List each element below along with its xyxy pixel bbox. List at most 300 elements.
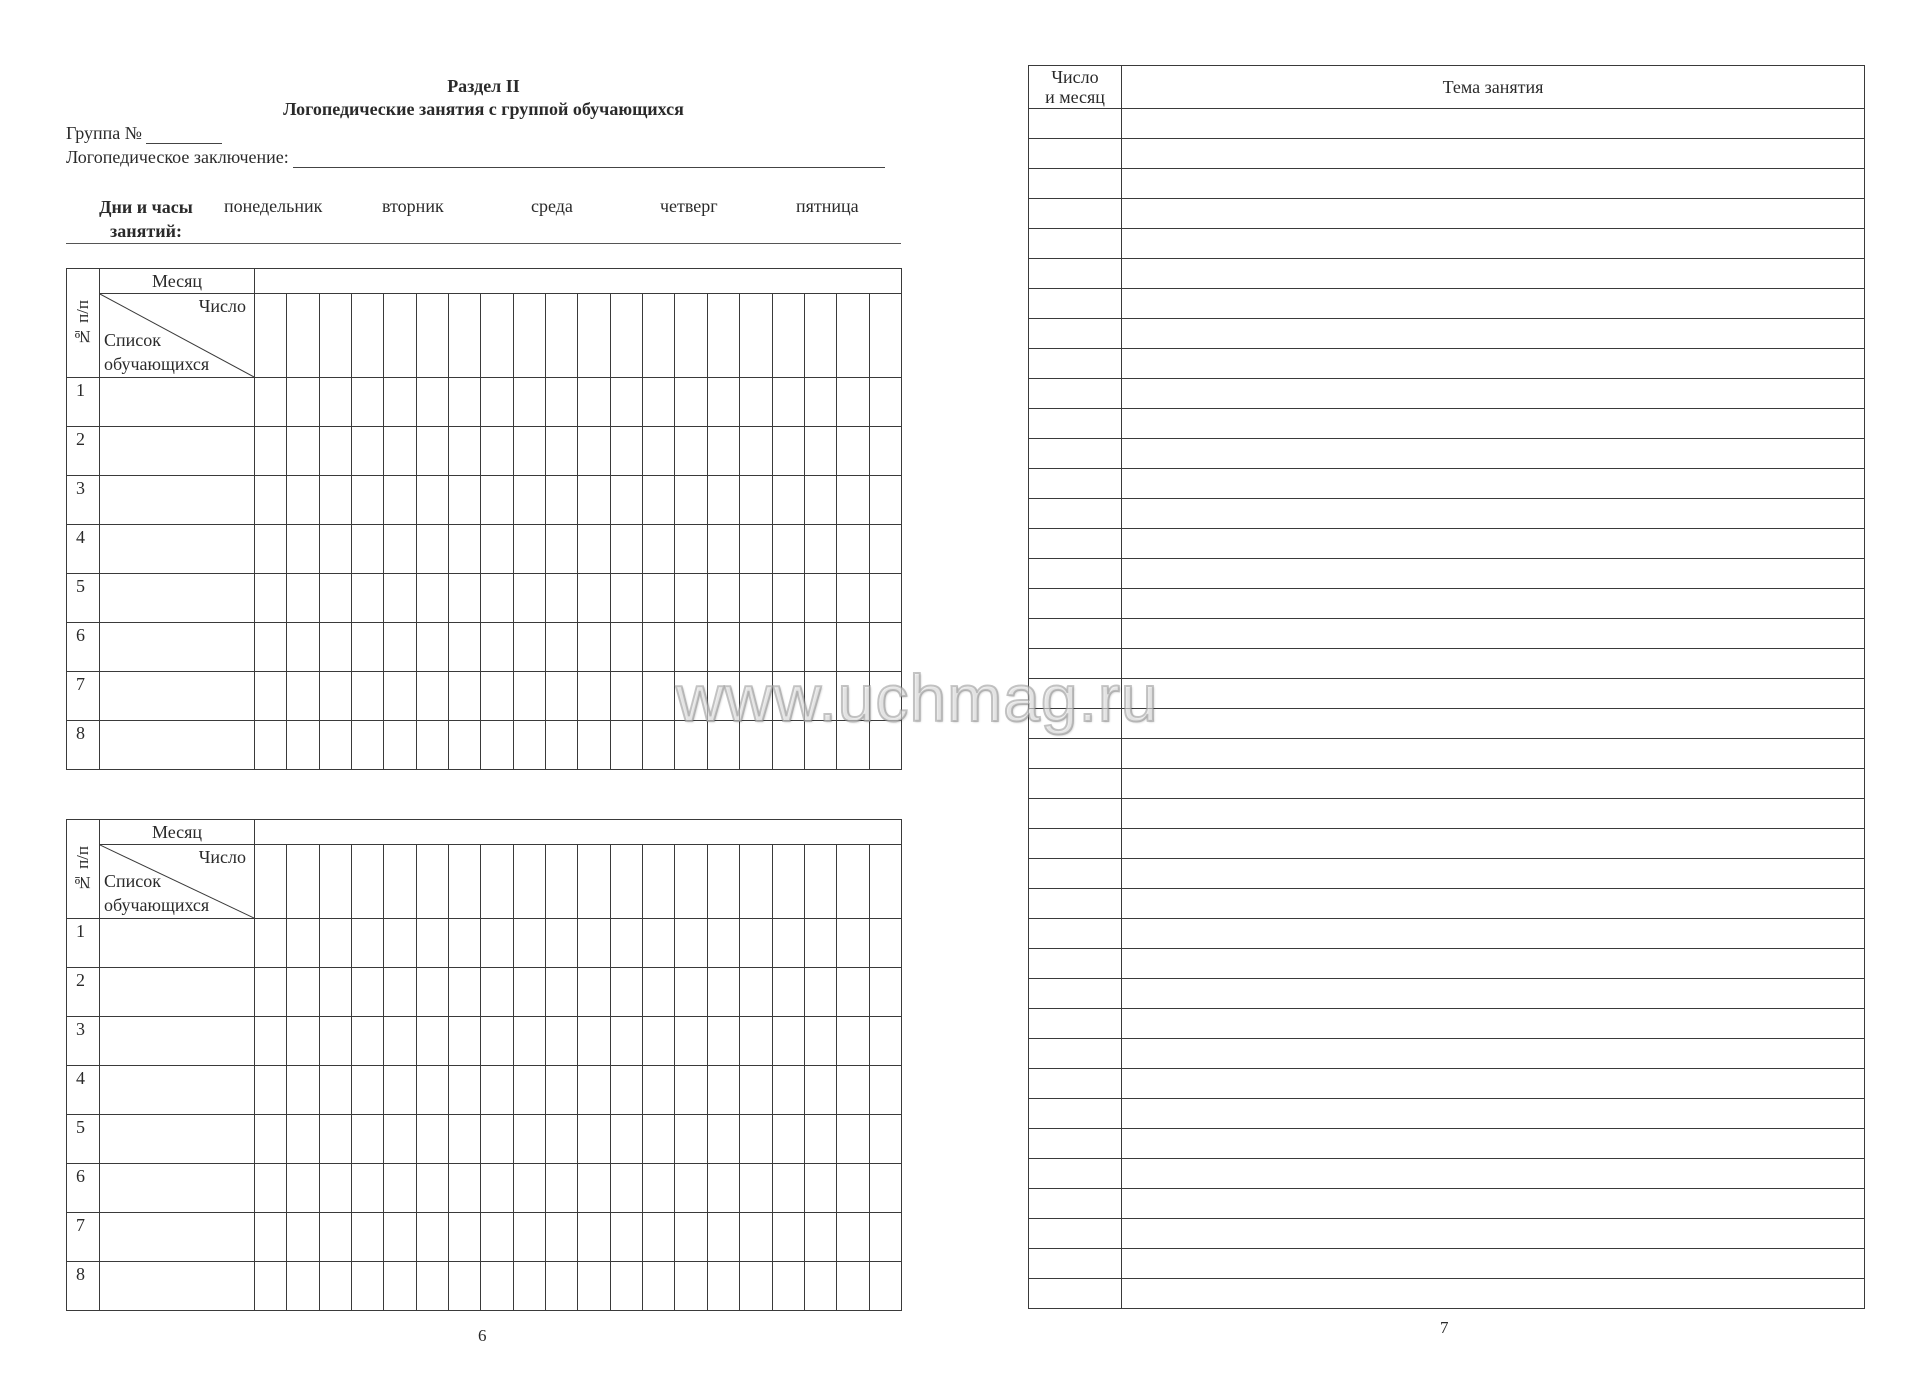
attendance-cell[interactable] <box>449 672 481 721</box>
attendance-cell[interactable] <box>481 1262 513 1311</box>
attendance-cell[interactable] <box>416 721 448 770</box>
conclusion-blank[interactable] <box>293 151 885 168</box>
topic-cell[interactable] <box>1122 709 1865 739</box>
date-cell[interactable] <box>1029 1249 1122 1279</box>
attendance-cell[interactable] <box>287 1164 319 1213</box>
attendance-cell[interactable] <box>578 623 610 672</box>
attendance-cell[interactable] <box>578 1066 610 1115</box>
attendance-cell[interactable] <box>287 378 319 427</box>
attendance-cell[interactable] <box>384 672 416 721</box>
attendance-cell[interactable] <box>481 623 513 672</box>
attendance-cell[interactable] <box>416 1115 448 1164</box>
attendance-cell[interactable] <box>610 1115 642 1164</box>
attendance-cell[interactable] <box>804 1164 836 1213</box>
attendance-cell[interactable] <box>513 378 545 427</box>
date-cell[interactable] <box>1029 379 1122 409</box>
attendance-cell[interactable] <box>287 1066 319 1115</box>
topic-cell[interactable] <box>1122 289 1865 319</box>
attendance-cell[interactable] <box>546 623 578 672</box>
date-cell[interactable] <box>1029 1069 1122 1099</box>
attendance-cell[interactable] <box>352 721 384 770</box>
attendance-cell[interactable] <box>837 968 869 1017</box>
attendance-cell[interactable] <box>546 919 578 968</box>
attendance-cell[interactable] <box>740 919 772 968</box>
day-number-cell[interactable] <box>513 845 545 919</box>
day-number-cell[interactable] <box>481 294 513 378</box>
attendance-cell[interactable] <box>255 1262 287 1311</box>
attendance-cell[interactable] <box>643 476 675 525</box>
attendance-cell[interactable] <box>481 378 513 427</box>
attendance-cell[interactable] <box>869 1164 901 1213</box>
attendance-cell[interactable] <box>707 1115 739 1164</box>
topic-cell[interactable] <box>1122 139 1865 169</box>
attendance-cell[interactable] <box>319 1066 351 1115</box>
student-name-cell[interactable] <box>100 476 255 525</box>
attendance-cell[interactable] <box>287 1262 319 1311</box>
attendance-cell[interactable] <box>319 1262 351 1311</box>
attendance-cell[interactable] <box>384 968 416 1017</box>
attendance-cell[interactable] <box>352 574 384 623</box>
date-cell[interactable] <box>1029 859 1122 889</box>
student-name-cell[interactable] <box>100 1164 255 1213</box>
date-cell[interactable] <box>1029 559 1122 589</box>
topic-cell[interactable] <box>1122 679 1865 709</box>
attendance-cell[interactable] <box>772 1164 804 1213</box>
attendance-cell[interactable] <box>287 427 319 476</box>
attendance-cell[interactable] <box>707 427 739 476</box>
attendance-cell[interactable] <box>481 1164 513 1213</box>
date-cell[interactable] <box>1029 1129 1122 1159</box>
attendance-cell[interactable] <box>837 525 869 574</box>
attendance-cell[interactable] <box>384 1066 416 1115</box>
attendance-cell[interactable] <box>707 525 739 574</box>
attendance-cell[interactable] <box>352 427 384 476</box>
topic-cell[interactable] <box>1122 859 1865 889</box>
attendance-cell[interactable] <box>319 1213 351 1262</box>
attendance-cell[interactable] <box>869 919 901 968</box>
day-number-cell[interactable] <box>319 845 351 919</box>
topic-cell[interactable] <box>1122 319 1865 349</box>
attendance-cell[interactable] <box>804 968 836 1017</box>
student-name-cell[interactable] <box>100 672 255 721</box>
day-number-cell[interactable] <box>287 294 319 378</box>
attendance-cell[interactable] <box>481 1066 513 1115</box>
topic-cell[interactable] <box>1122 1099 1865 1129</box>
day-number-cell[interactable] <box>804 845 836 919</box>
student-name-cell[interactable] <box>100 721 255 770</box>
day-number-cell[interactable] <box>675 845 707 919</box>
attendance-cell[interactable] <box>384 1262 416 1311</box>
day-number-cell[interactable] <box>610 845 642 919</box>
attendance-cell[interactable] <box>416 476 448 525</box>
attendance-cell[interactable] <box>352 378 384 427</box>
day-number-cell[interactable] <box>772 845 804 919</box>
topic-cell[interactable] <box>1122 1189 1865 1219</box>
day-number-cell[interactable] <box>352 294 384 378</box>
topic-cell[interactable] <box>1122 619 1865 649</box>
attendance-cell[interactable] <box>643 1262 675 1311</box>
attendance-cell[interactable] <box>287 721 319 770</box>
attendance-cell[interactable] <box>449 623 481 672</box>
attendance-cell[interactable] <box>416 525 448 574</box>
attendance-cell[interactable] <box>384 1115 416 1164</box>
attendance-cell[interactable] <box>449 1213 481 1262</box>
attendance-cell[interactable] <box>610 427 642 476</box>
date-cell[interactable] <box>1029 1189 1122 1219</box>
attendance-cell[interactable] <box>481 1017 513 1066</box>
attendance-cell[interactable] <box>610 476 642 525</box>
month-value-cell[interactable] <box>255 269 902 294</box>
date-cell[interactable] <box>1029 829 1122 859</box>
attendance-cell[interactable] <box>578 919 610 968</box>
month-value-cell[interactable] <box>255 820 902 845</box>
attendance-cell[interactable] <box>740 476 772 525</box>
day-number-cell[interactable] <box>837 845 869 919</box>
attendance-cell[interactable] <box>740 574 772 623</box>
topic-cell[interactable] <box>1122 499 1865 529</box>
topic-cell[interactable] <box>1122 1009 1865 1039</box>
topic-cell[interactable] <box>1122 1219 1865 1249</box>
attendance-cell[interactable] <box>869 1017 901 1066</box>
attendance-cell[interactable] <box>740 1164 772 1213</box>
topic-cell[interactable] <box>1122 199 1865 229</box>
attendance-cell[interactable] <box>449 919 481 968</box>
attendance-cell[interactable] <box>740 968 772 1017</box>
attendance-cell[interactable] <box>578 1115 610 1164</box>
day-number-cell[interactable] <box>449 845 481 919</box>
day-number-cell[interactable] <box>804 294 836 378</box>
attendance-cell[interactable] <box>643 1115 675 1164</box>
attendance-cell[interactable] <box>610 1262 642 1311</box>
attendance-cell[interactable] <box>643 574 675 623</box>
attendance-cell[interactable] <box>287 574 319 623</box>
attendance-cell[interactable] <box>643 378 675 427</box>
date-cell[interactable] <box>1029 1099 1122 1129</box>
topic-cell[interactable] <box>1122 1159 1865 1189</box>
attendance-cell[interactable] <box>675 1213 707 1262</box>
topic-cell[interactable] <box>1122 949 1865 979</box>
attendance-cell[interactable] <box>352 1213 384 1262</box>
day-number-cell[interactable] <box>449 294 481 378</box>
attendance-cell[interactable] <box>837 1066 869 1115</box>
attendance-cell[interactable] <box>546 1115 578 1164</box>
attendance-cell[interactable] <box>707 1262 739 1311</box>
attendance-cell[interactable] <box>513 721 545 770</box>
student-name-cell[interactable] <box>100 574 255 623</box>
attendance-cell[interactable] <box>578 574 610 623</box>
day-number-cell[interactable] <box>643 294 675 378</box>
attendance-cell[interactable] <box>869 1213 901 1262</box>
attendance-cell[interactable] <box>481 1213 513 1262</box>
day-number-cell[interactable] <box>546 845 578 919</box>
attendance-cell[interactable] <box>610 574 642 623</box>
attendance-cell[interactable] <box>772 1213 804 1262</box>
attendance-cell[interactable] <box>546 721 578 770</box>
day-number-cell[interactable] <box>481 845 513 919</box>
attendance-cell[interactable] <box>449 574 481 623</box>
attendance-cell[interactable] <box>546 1213 578 1262</box>
attendance-cell[interactable] <box>804 1213 836 1262</box>
student-name-cell[interactable] <box>100 968 255 1017</box>
attendance-cell[interactable] <box>837 574 869 623</box>
attendance-cell[interactable] <box>772 1262 804 1311</box>
attendance-cell[interactable] <box>837 1164 869 1213</box>
attendance-cell[interactable] <box>869 1115 901 1164</box>
attendance-cell[interactable] <box>319 525 351 574</box>
attendance-cell[interactable] <box>869 968 901 1017</box>
attendance-cell[interactable] <box>837 1017 869 1066</box>
attendance-cell[interactable] <box>643 721 675 770</box>
attendance-cell[interactable] <box>546 1164 578 1213</box>
date-cell[interactable] <box>1029 529 1122 559</box>
attendance-cell[interactable] <box>546 378 578 427</box>
attendance-cell[interactable] <box>255 574 287 623</box>
topic-cell[interactable] <box>1122 559 1865 589</box>
attendance-cell[interactable] <box>352 623 384 672</box>
topic-cell[interactable] <box>1122 259 1865 289</box>
date-cell[interactable] <box>1029 1219 1122 1249</box>
day-number-cell[interactable] <box>416 845 448 919</box>
student-name-cell[interactable] <box>100 1213 255 1262</box>
attendance-cell[interactable] <box>578 1213 610 1262</box>
attendance-cell[interactable] <box>481 968 513 1017</box>
attendance-cell[interactable] <box>804 476 836 525</box>
attendance-cell[interactable] <box>481 525 513 574</box>
attendance-cell[interactable] <box>546 427 578 476</box>
attendance-cell[interactable] <box>255 1213 287 1262</box>
attendance-cell[interactable] <box>804 427 836 476</box>
topic-cell[interactable] <box>1122 1069 1865 1099</box>
attendance-cell[interactable] <box>352 525 384 574</box>
attendance-cell[interactable] <box>513 672 545 721</box>
student-name-cell[interactable] <box>100 1066 255 1115</box>
topic-cell[interactable] <box>1122 379 1865 409</box>
attendance-cell[interactable] <box>740 1017 772 1066</box>
attendance-cell[interactable] <box>416 968 448 1017</box>
attendance-cell[interactable] <box>869 574 901 623</box>
attendance-cell[interactable] <box>772 378 804 427</box>
attendance-cell[interactable] <box>449 427 481 476</box>
attendance-cell[interactable] <box>255 672 287 721</box>
attendance-cell[interactable] <box>513 476 545 525</box>
attendance-cell[interactable] <box>352 476 384 525</box>
date-cell[interactable] <box>1029 109 1122 139</box>
attendance-cell[interactable] <box>578 672 610 721</box>
date-cell[interactable] <box>1029 409 1122 439</box>
attendance-cell[interactable] <box>416 574 448 623</box>
attendance-cell[interactable] <box>740 525 772 574</box>
attendance-cell[interactable] <box>255 1066 287 1115</box>
attendance-cell[interactable] <box>675 1262 707 1311</box>
attendance-cell[interactable] <box>513 919 545 968</box>
attendance-cell[interactable] <box>319 919 351 968</box>
attendance-cell[interactable] <box>610 919 642 968</box>
day-number-cell[interactable] <box>546 294 578 378</box>
attendance-cell[interactable] <box>675 427 707 476</box>
attendance-cell[interactable] <box>804 525 836 574</box>
attendance-cell[interactable] <box>643 968 675 1017</box>
attendance-cell[interactable] <box>255 476 287 525</box>
topic-cell[interactable] <box>1122 109 1865 139</box>
attendance-cell[interactable] <box>804 1017 836 1066</box>
attendance-cell[interactable] <box>675 968 707 1017</box>
attendance-cell[interactable] <box>740 1066 772 1115</box>
attendance-cell[interactable] <box>740 378 772 427</box>
attendance-cell[interactable] <box>416 623 448 672</box>
topic-cell[interactable] <box>1122 1279 1865 1309</box>
attendance-cell[interactable] <box>804 1262 836 1311</box>
attendance-cell[interactable] <box>352 672 384 721</box>
attendance-cell[interactable] <box>481 427 513 476</box>
attendance-cell[interactable] <box>319 427 351 476</box>
attendance-cell[interactable] <box>255 378 287 427</box>
attendance-cell[interactable] <box>416 427 448 476</box>
attendance-cell[interactable] <box>287 525 319 574</box>
attendance-cell[interactable] <box>449 1115 481 1164</box>
day-number-cell[interactable] <box>513 294 545 378</box>
attendance-cell[interactable] <box>578 968 610 1017</box>
student-name-cell[interactable] <box>100 623 255 672</box>
attendance-cell[interactable] <box>546 1066 578 1115</box>
attendance-cell[interactable] <box>416 1066 448 1115</box>
day-number-cell[interactable] <box>869 845 901 919</box>
attendance-cell[interactable] <box>319 672 351 721</box>
date-cell[interactable] <box>1029 739 1122 769</box>
date-cell[interactable] <box>1029 289 1122 319</box>
attendance-cell[interactable] <box>772 919 804 968</box>
day-number-cell[interactable] <box>707 845 739 919</box>
date-cell[interactable] <box>1029 229 1122 259</box>
attendance-cell[interactable] <box>352 1262 384 1311</box>
attendance-cell[interactable] <box>319 623 351 672</box>
attendance-cell[interactable] <box>772 968 804 1017</box>
attendance-cell[interactable] <box>869 1066 901 1115</box>
attendance-cell[interactable] <box>837 1262 869 1311</box>
attendance-cell[interactable] <box>675 1017 707 1066</box>
attendance-cell[interactable] <box>384 574 416 623</box>
attendance-cell[interactable] <box>610 1017 642 1066</box>
topic-cell[interactable] <box>1122 349 1865 379</box>
attendance-cell[interactable] <box>513 623 545 672</box>
attendance-cell[interactable] <box>740 1262 772 1311</box>
attendance-cell[interactable] <box>287 919 319 968</box>
attendance-cell[interactable] <box>578 1164 610 1213</box>
topic-cell[interactable] <box>1122 769 1865 799</box>
topic-cell[interactable] <box>1122 589 1865 619</box>
date-cell[interactable] <box>1029 769 1122 799</box>
date-cell[interactable] <box>1029 319 1122 349</box>
day-number-cell[interactable] <box>384 294 416 378</box>
attendance-cell[interactable] <box>513 1213 545 1262</box>
attendance-cell[interactable] <box>384 378 416 427</box>
attendance-cell[interactable] <box>675 476 707 525</box>
attendance-cell[interactable] <box>578 1262 610 1311</box>
day-number-cell[interactable] <box>287 845 319 919</box>
attendance-cell[interactable] <box>578 525 610 574</box>
attendance-cell[interactable] <box>255 721 287 770</box>
attendance-cell[interactable] <box>255 525 287 574</box>
day-number-cell[interactable] <box>707 294 739 378</box>
attendance-cell[interactable] <box>513 1262 545 1311</box>
attendance-cell[interactable] <box>319 476 351 525</box>
attendance-cell[interactable] <box>513 427 545 476</box>
attendance-cell[interactable] <box>772 525 804 574</box>
day-number-cell[interactable] <box>837 294 869 378</box>
date-cell[interactable] <box>1029 199 1122 229</box>
attendance-cell[interactable] <box>352 919 384 968</box>
topic-cell[interactable] <box>1122 799 1865 829</box>
attendance-cell[interactable] <box>449 1262 481 1311</box>
day-number-cell[interactable] <box>384 845 416 919</box>
attendance-cell[interactable] <box>546 525 578 574</box>
attendance-cell[interactable] <box>319 574 351 623</box>
attendance-cell[interactable] <box>319 1164 351 1213</box>
attendance-cell[interactable] <box>578 1017 610 1066</box>
attendance-cell[interactable] <box>319 1017 351 1066</box>
attendance-cell[interactable] <box>610 378 642 427</box>
attendance-cell[interactable] <box>352 1017 384 1066</box>
date-cell[interactable] <box>1029 889 1122 919</box>
attendance-cell[interactable] <box>610 525 642 574</box>
date-cell[interactable] <box>1029 949 1122 979</box>
attendance-cell[interactable] <box>707 1213 739 1262</box>
attendance-cell[interactable] <box>610 721 642 770</box>
attendance-cell[interactable] <box>287 1213 319 1262</box>
attendance-cell[interactable] <box>255 919 287 968</box>
date-cell[interactable] <box>1029 259 1122 289</box>
attendance-cell[interactable] <box>255 427 287 476</box>
topic-cell[interactable] <box>1122 1129 1865 1159</box>
attendance-cell[interactable] <box>837 476 869 525</box>
attendance-cell[interactable] <box>546 1262 578 1311</box>
day-number-cell[interactable] <box>255 845 287 919</box>
attendance-cell[interactable] <box>772 427 804 476</box>
attendance-cell[interactable] <box>643 525 675 574</box>
attendance-cell[interactable] <box>740 1213 772 1262</box>
date-cell[interactable] <box>1029 619 1122 649</box>
attendance-cell[interactable] <box>513 574 545 623</box>
attendance-cell[interactable] <box>772 574 804 623</box>
attendance-cell[interactable] <box>384 427 416 476</box>
topic-cell[interactable] <box>1122 439 1865 469</box>
attendance-cell[interactable] <box>643 919 675 968</box>
attendance-cell[interactable] <box>546 1017 578 1066</box>
attendance-cell[interactable] <box>384 1017 416 1066</box>
student-name-cell[interactable] <box>100 1115 255 1164</box>
day-number-cell[interactable] <box>740 845 772 919</box>
attendance-cell[interactable] <box>740 427 772 476</box>
student-name-cell[interactable] <box>100 525 255 574</box>
attendance-cell[interactable] <box>319 721 351 770</box>
attendance-cell[interactable] <box>578 721 610 770</box>
attendance-cell[interactable] <box>287 1115 319 1164</box>
attendance-cell[interactable] <box>643 1017 675 1066</box>
date-cell[interactable] <box>1029 1159 1122 1189</box>
day-number-cell[interactable] <box>255 294 287 378</box>
attendance-cell[interactable] <box>384 1164 416 1213</box>
attendance-cell[interactable] <box>546 574 578 623</box>
attendance-cell[interactable] <box>707 476 739 525</box>
attendance-cell[interactable] <box>610 623 642 672</box>
attendance-cell[interactable] <box>352 968 384 1017</box>
attendance-cell[interactable] <box>319 968 351 1017</box>
attendance-cell[interactable] <box>837 378 869 427</box>
attendance-cell[interactable] <box>449 968 481 1017</box>
date-cell[interactable] <box>1029 799 1122 829</box>
attendance-cell[interactable] <box>546 476 578 525</box>
day-number-cell[interactable] <box>610 294 642 378</box>
student-name-cell[interactable] <box>100 919 255 968</box>
